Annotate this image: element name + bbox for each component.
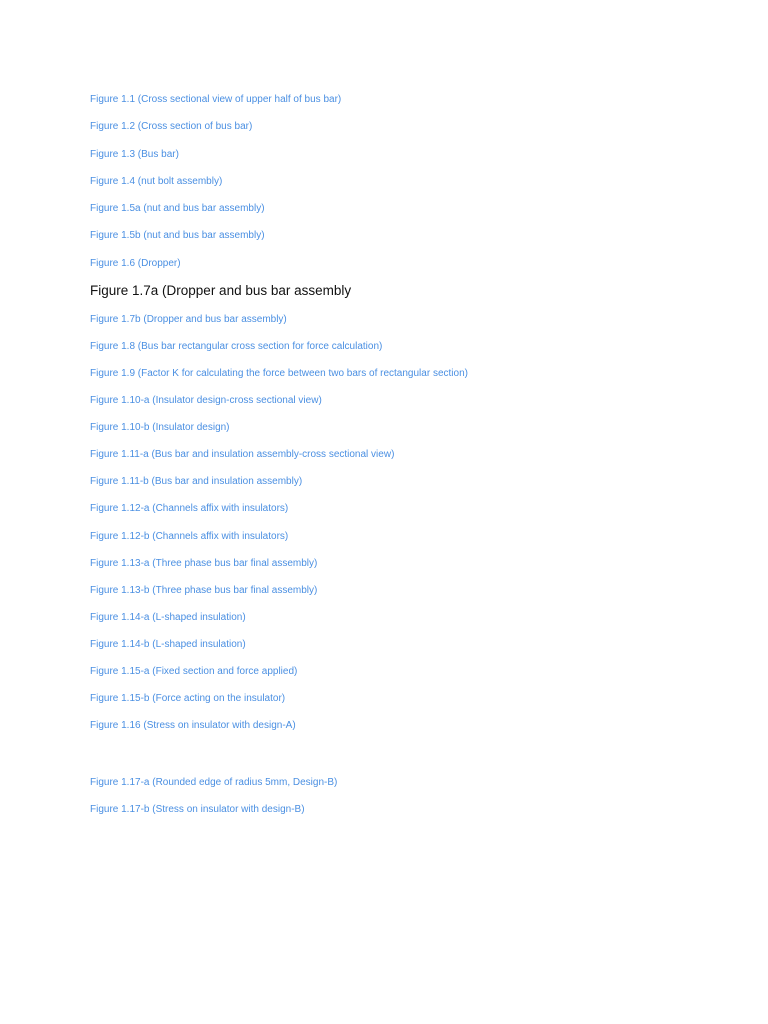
figure-entry-1-13a[interactable]: Figure 1.13-a (Three phase bus bar final assembly) (90, 558, 318, 569)
figure-entry-1-14a[interactable]: Figure 1.14-a (L-shaped insulation) (90, 612, 246, 623)
figure-entry-1-12a[interactable]: Figure 1.12-a (Channels affix with insulators) (90, 503, 289, 514)
figure-entry-1-11a[interactable]: Figure 1.11-a (Bus bar and insulation assembly-cross sectional view) (90, 449, 395, 460)
figure-entry-1-2[interactable]: Figure 1.2 (Cross section of bus bar) (90, 121, 253, 132)
figure-entry-1-15a[interactable]: Figure 1.15-a (Fixed section and force applied) (90, 666, 298, 677)
figure-entry-1-15b[interactable]: Figure 1.15-b (Force acting on the insulator) (90, 693, 286, 704)
figure-entry-1-14b[interactable]: Figure 1.14-b (L-shaped insulation) (90, 639, 246, 650)
figure-entry-1-6[interactable]: Figure 1.6 (Dropper) (90, 258, 181, 269)
figure-entry-1-10a[interactable]: Figure 1.10-a (Insulator design-cross sectional view) (90, 395, 322, 406)
figure-entry-1-4[interactable]: Figure 1.4 (nut bolt assembly) (90, 176, 223, 187)
figure-entry-1-17b[interactable]: Figure 1.17-b (Stress on insulator with design-B) (90, 804, 305, 815)
figure-entry-1-5a[interactable]: Figure 1.5a (nut and bus bar assembly) (90, 203, 265, 214)
figure-entry-1-7a: Figure 1.7a (Dropper and bus bar assembly (90, 283, 352, 298)
figure-entry-1-1[interactable]: Figure 1.1 (Cross sectional view of upper half of bus bar) (90, 94, 342, 105)
figure-entry-1-8[interactable]: Figure 1.8 (Bus bar rectangular cross section for force calculation) (90, 341, 383, 352)
figure-entry-1-12b[interactable]: Figure 1.12-b (Channels affix with insulators) (90, 531, 289, 542)
figure-entry-1-7b[interactable]: Figure 1.7b (Dropper and bus bar assembly) (90, 314, 287, 325)
figure-entry-1-17a[interactable]: Figure 1.17-a (Rounded edge of radius 5mm, Design-B) (90, 777, 338, 788)
figure-entry-1-16[interactable]: Figure 1.16 (Stress on insulator with design-A) (90, 720, 296, 731)
figure-entry-1-11b[interactable]: Figure 1.11-b (Bus bar and insulation assembly) (90, 476, 303, 487)
figure-entry-1-10b[interactable]: Figure 1.10-b (Insulator design) (90, 422, 230, 433)
figure-entry-1-9[interactable]: Figure 1.9 (Factor K for calculating the force between two bars of rectangular section) (90, 368, 468, 379)
figure-entry-1-5b[interactable]: Figure 1.5b (nut and bus bar assembly) (90, 230, 265, 241)
figure-entry-1-3[interactable]: Figure 1.3 (Bus bar) (90, 149, 179, 160)
figure-entry-1-13b[interactable]: Figure 1.13-b (Three phase bus bar final assembly) (90, 585, 318, 596)
